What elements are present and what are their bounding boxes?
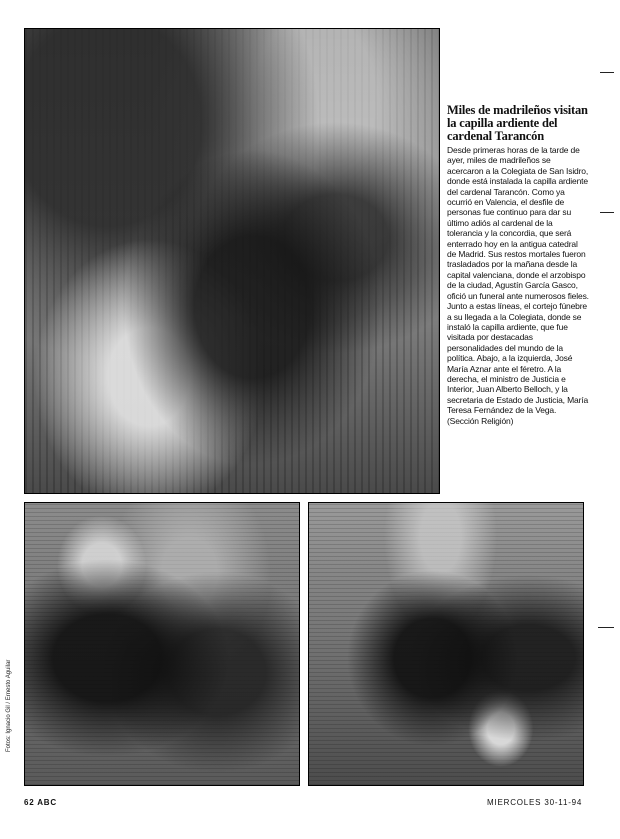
article-headline: Miles de madrileños visitan la capilla ardiente del cardenal Tarancón	[447, 103, 588, 143]
funeral-procession-photo	[24, 28, 440, 494]
issue-date: MIERCOLES 30-11-94	[487, 798, 583, 807]
belloch-visit-photo	[308, 502, 584, 786]
news-article	[447, 104, 589, 426]
margin-mark	[598, 627, 614, 628]
aznar-at-coffin-photo	[24, 502, 300, 786]
photo-credit: Fotos: Ignacio Gil / Ernesto Aguilar	[6, 659, 12, 752]
article-body: Desde primeras horas de la tarde de ayer, miles de madrileños se acercaron a la Colegiata de San Isidro, donde está instalada la capilla ardiente del cardenal Tarancón. Como ya ocurrió en Valencia, el desfile de personas fue continuo para dar su último adiós al cardenal de la tolerancia y la concordia, que será enterrado hoy en la antigua catedral de Madrid. Sus restos mortales fueron trasladados por la mañana desde la capital valenciana, donde el arzobispo de la ciudad, Agustín García Gasco, ofició un funeral ante numerosos fieles. Junto a estas líneas, el cortejo fúnebre a su llegada a la Colegiata, donde se instaló la capilla ardiente, que fue visitada por destacadas personalidades del mundo de la política. Abajo, a la izquierda, José María Aznar ante el féretro. A la derecha, el ministro de Justicia e Interior, Juan Alberto Belloch, y la secretaria de Estado de Justicia, María Teresa Fernández de la Vega. (Sección Religión)	[447, 145, 589, 426]
margin-mark	[600, 72, 614, 73]
page-label: 62 ABC	[24, 798, 57, 807]
margin-mark	[600, 212, 614, 213]
